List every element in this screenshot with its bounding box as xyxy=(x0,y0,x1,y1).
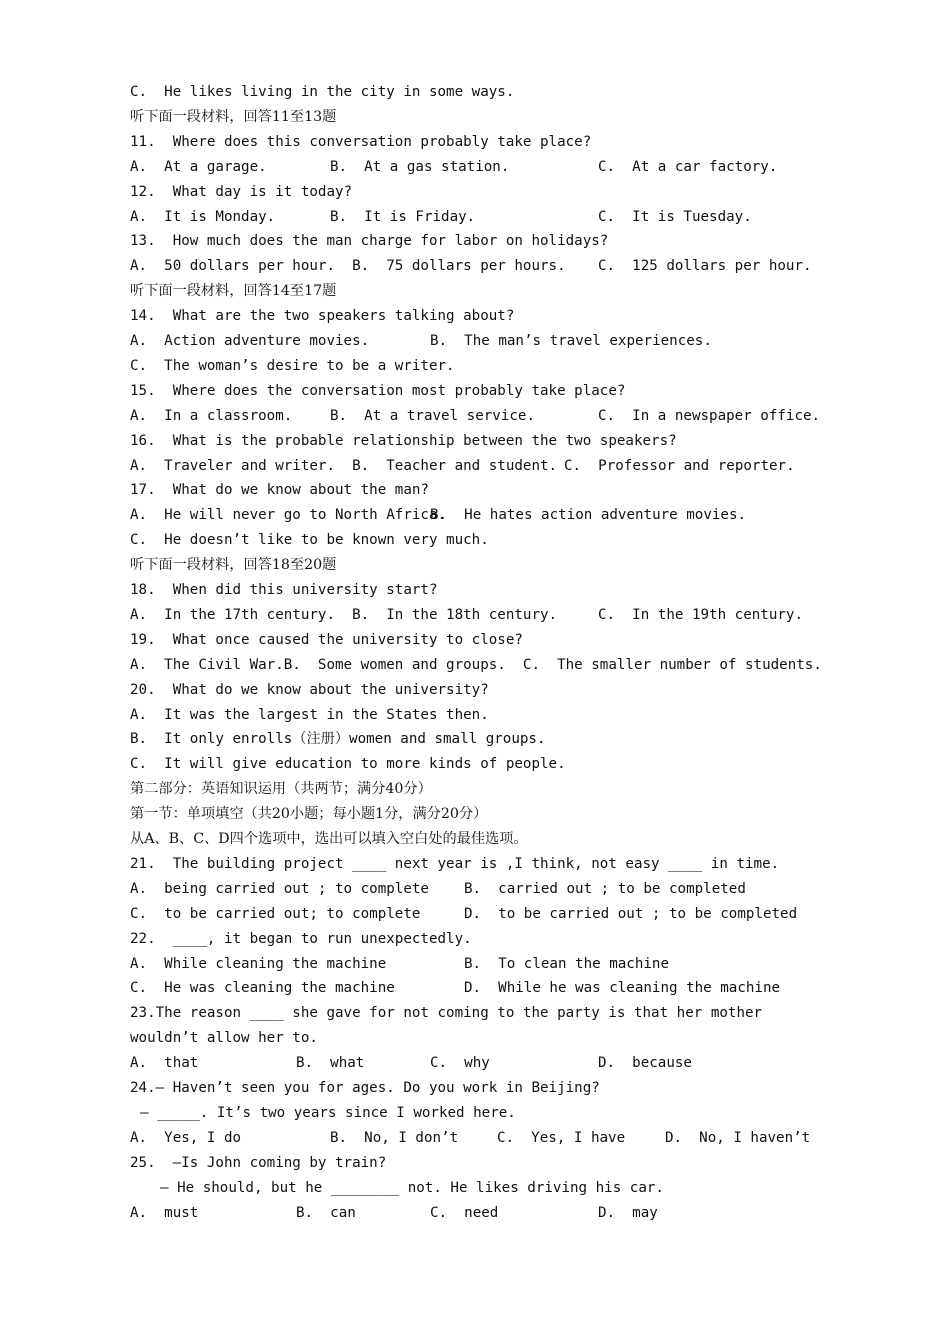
line-text: C. He likes living in the city in some ways. xyxy=(130,84,515,100)
line-text: 14. What are the two speakers talking about? xyxy=(130,308,515,325)
question-line xyxy=(130,130,591,155)
option-c: C. In a newspaper office. xyxy=(598,407,821,424)
option-b: B. At a gas station. xyxy=(330,158,510,175)
line-text: 21. The building project ____ next year is ,I think, not easy ____ in time. xyxy=(130,855,780,872)
section-heading xyxy=(130,553,336,578)
option-a: A. Traveler and writer. B. Teacher and student. xyxy=(130,457,558,474)
line-text: 23.The reason ____ she gave for not coming to the party is that her mother xyxy=(130,1005,763,1022)
line-text: 13. How much does the man charge for labor on holidays? xyxy=(130,233,609,250)
question-line xyxy=(130,752,566,777)
question-line xyxy=(130,229,608,254)
section-heading xyxy=(130,105,336,130)
option-a: C. He was cleaning the machine xyxy=(130,980,395,997)
question-line xyxy=(130,478,429,503)
option-d: D. because xyxy=(598,1055,692,1072)
line-text: 20. What do we know about the university? xyxy=(130,681,489,698)
line-text: — _____. It’s two years since I worked here. xyxy=(140,1104,516,1121)
option-a: A. It is Monday. xyxy=(130,208,276,225)
line-text: 听下面一段材料，回答18至20题 xyxy=(130,557,337,574)
section-heading xyxy=(130,777,432,802)
line-text: 17. What do we know about the man? xyxy=(130,482,429,499)
option-b: B. No, I don’t xyxy=(330,1129,459,1146)
line-text: C. It will give education to more kinds of people. xyxy=(130,756,566,773)
line-text: — He should, but he ________ not. He likes driving his car. xyxy=(160,1179,664,1196)
line-text: 16. What is the probable relationship between the two speakers? xyxy=(130,432,677,449)
option-a: A. He will never go to North Africa. xyxy=(130,507,447,524)
question-line xyxy=(130,628,523,653)
question-line xyxy=(130,379,625,404)
option-a: A. In the 17th century. B. In the 18th century. xyxy=(130,606,558,623)
line-text: 听下面一段材料，回答11至13题 xyxy=(130,108,337,125)
question-line xyxy=(130,678,489,703)
line-text: B. It only enrolls（注册）women and small groups. xyxy=(130,731,546,748)
question-line xyxy=(130,180,352,205)
option-b: B. can xyxy=(296,1204,356,1221)
line-text: C. The woman’s desire to be a writer. xyxy=(130,357,455,374)
option-b: B. carried out ; to be completed xyxy=(464,880,746,897)
line-text: 11. Where does this conversation probably take place? xyxy=(130,133,592,150)
option-c: C. Yes, I have xyxy=(497,1129,626,1146)
option-c: C. need xyxy=(430,1204,499,1221)
line-text: A. It was the largest in the States then. xyxy=(130,706,489,723)
question-line xyxy=(130,653,822,678)
option-a: A. At a garage. xyxy=(130,158,267,175)
line-text: 第一节：单项填空（共20小题；每小题1分，满分20分） xyxy=(130,806,488,823)
option-b: D. to be carried out ; to be completed xyxy=(464,905,798,922)
option-a: A. While cleaning the machine xyxy=(130,955,387,972)
line-text: wouldn’t allow her to. xyxy=(130,1030,318,1047)
section-heading xyxy=(130,802,487,827)
question-line xyxy=(130,727,546,752)
option-b: C. Professor and reporter. xyxy=(564,457,795,474)
line-text: A. The Civil War.B. Some women and groups. C. The smaller number of students. xyxy=(130,656,822,673)
question-line xyxy=(130,1076,600,1101)
option-a: A. must xyxy=(130,1204,199,1221)
line-text: 19. What once caused the university to close? xyxy=(130,631,523,648)
option-b: B. what xyxy=(296,1055,365,1072)
line-text: 18. When did this university start? xyxy=(130,582,438,598)
line-text: 22. ____, it began to run unexpectedly. xyxy=(130,930,472,947)
question-line xyxy=(140,1101,516,1126)
question-line xyxy=(130,927,472,952)
question-line xyxy=(130,354,455,379)
section-heading xyxy=(130,827,528,852)
option-b: D. While he was cleaning the machine xyxy=(464,980,781,997)
option-b: B. It is Friday. xyxy=(330,208,476,225)
question-line xyxy=(130,1001,762,1026)
option-b: B. He hates action adventure movies. xyxy=(430,507,747,524)
option-d: D. may xyxy=(598,1204,658,1221)
question-line xyxy=(130,304,514,329)
option-b: B. At a travel service. xyxy=(330,407,535,424)
option-a: A. 50 dollars per hour. B. 75 dollars per hours. xyxy=(130,258,566,275)
question-line xyxy=(130,1026,318,1051)
line-text: 24.— Haven’t seen you for ages. Do you work in Beijing? xyxy=(130,1080,600,1096)
option-a: A. In a classroom. xyxy=(130,407,293,424)
question-line xyxy=(130,429,677,454)
option-b: B. To clean the machine xyxy=(464,955,669,972)
option-c: C. At a car factory. xyxy=(598,158,778,175)
line-text: 12. What day is it today? xyxy=(130,183,353,200)
option-b: B. The man’s travel experiences. xyxy=(430,333,712,349)
section-heading xyxy=(130,279,336,304)
option-d: D. No, I haven’t xyxy=(665,1129,811,1146)
line-text: 25. —Is John coming by train? xyxy=(130,1154,387,1171)
option-a: C. to be carried out; to complete xyxy=(130,905,421,922)
question-line xyxy=(160,1176,664,1201)
question-line xyxy=(130,80,514,105)
option-a: A. being carried out ; to complete xyxy=(130,880,429,897)
option-c: C. In the 19th century. xyxy=(598,606,803,623)
question-line xyxy=(130,528,489,553)
question-line xyxy=(130,578,438,603)
line-text: 从A、B、C、D四个选项中，选出可以填入空白处的最佳选项。 xyxy=(130,831,528,847)
option-c: C. It is Tuesday. xyxy=(598,208,752,225)
option-a: A. Yes, I do xyxy=(130,1129,242,1146)
option-a: A. Action adventure movies. xyxy=(130,333,370,349)
line-text: 第二部分：英语知识运用（共两节；满分40分） xyxy=(130,781,432,798)
question-line xyxy=(130,852,779,877)
option-c: C. why xyxy=(430,1055,490,1072)
option-a: A. that xyxy=(130,1055,199,1072)
line-text: 听下面一段材料，回答14至17题 xyxy=(130,283,337,300)
option-c: C. 125 dollars per hour. xyxy=(598,258,812,275)
line-text: C. He doesn’t like to be known very much. xyxy=(130,532,489,549)
question-line xyxy=(130,1151,386,1176)
question-line xyxy=(130,703,489,728)
line-text: 15. Where does the conversation most probably take place? xyxy=(130,382,626,399)
